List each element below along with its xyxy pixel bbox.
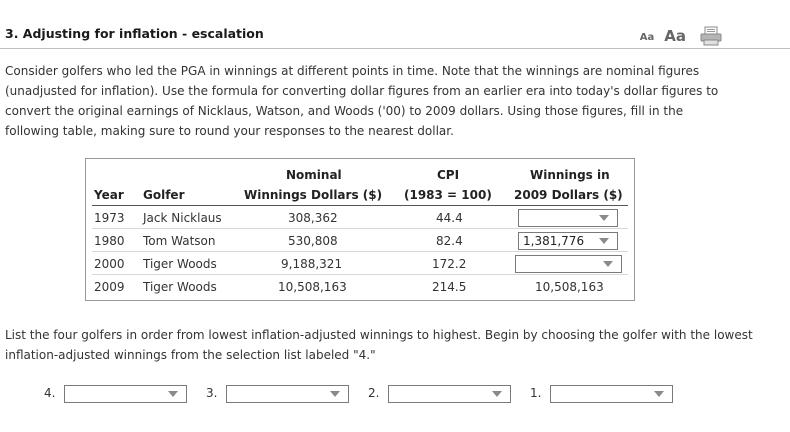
cell-golfer: Tom Watson [143,234,216,248]
cell-winnings: 10,508,163 [535,280,604,294]
header-rule [92,205,628,206]
winnings-2009-select-woods-2000[interactable] [515,255,622,273]
cell-cpi: 44.4 [436,211,463,225]
rank-select-2[interactable] [388,385,511,403]
header-year: Year [94,188,124,202]
header-winnings-line2: 2009 Dollars ($) [514,188,623,202]
winnings-2009-select-nicklaus[interactable] [518,209,618,227]
header-cpi-line1: CPI [437,168,460,182]
cell-year: 2000 [94,257,125,271]
rank-label-4: 4. [44,386,56,400]
cell-cpi: 82.4 [436,234,463,248]
header-nominal-line2: Winnings Dollars ($) [244,188,383,202]
header-divider [0,48,790,49]
rank-label-2: 2. [368,386,380,400]
rank-label-3: 3. [206,386,218,400]
font-size-increase-button[interactable]: Aa [664,27,686,45]
row-divider [92,228,628,229]
cell-year: 1980 [94,234,125,248]
rank-select-1[interactable] [550,385,673,403]
rank-label-1: 1. [530,386,542,400]
header-cpi-line2: (1983 = 100) [404,188,492,202]
chevron-down-icon [599,238,609,244]
cell-cpi: 172.2 [432,257,467,271]
row-divider [92,274,628,275]
header-golfer: Golfer [143,188,185,202]
cell-golfer: Tiger Woods [143,257,217,271]
select-value: 1,381,776 [523,234,585,248]
question-title: 3. Adjusting for inflation - escalation [5,26,264,41]
data-table [85,158,635,301]
header-winnings-line1: Winnings in [530,168,610,182]
header-nominal-line1: Nominal [286,168,342,182]
printer-icon[interactable] [700,26,722,46]
chevron-down-icon [330,391,340,397]
chevron-down-icon [599,215,609,221]
cell-nominal: 308,362 [288,211,338,225]
cell-nominal: 530,808 [288,234,338,248]
intro-text: Consider golfers who led the PGA in winnings at different points in time. Note that the winnings are nominal figures (unadjusted for inflation). Use the formula for converting dollar figures from an earlier era into today's dollar figures to convert the original earnings of Nicklaus, Watson, and Woods ('00) to 2009 dollars. Using those figures, fill in the following table, making sure to round your responses to the nearest dollar. [5,64,719,138]
cell-year: 2009 [94,280,125,294]
cell-nominal: 9,188,321 [281,257,343,271]
chevron-down-icon [603,261,613,267]
cell-nominal: 10,508,163 [278,280,347,294]
row-divider [92,251,628,252]
cell-golfer: Jack Nicklaus [143,211,222,225]
rank-select-3[interactable] [226,385,349,403]
font-size-decrease-button[interactable]: Aa [639,32,655,43]
ranking-instructions: List the four golfers in order from lowest inflation-adjusted winnings to highest. Begin by choosing the golfer with the lowest inflation-adjusted winnings from the selection list labeled "4." [5,328,753,362]
cell-year: 1973 [94,211,125,225]
cell-golfer: Tiger Woods [143,280,217,294]
toolbar [640,26,722,46]
cell-cpi: 214.5 [432,280,467,294]
chevron-down-icon [168,391,178,397]
chevron-down-icon [654,391,664,397]
chevron-down-icon [492,391,502,397]
winnings-2009-select-watson[interactable] [518,232,618,250]
rank-select-4[interactable] [64,385,187,403]
